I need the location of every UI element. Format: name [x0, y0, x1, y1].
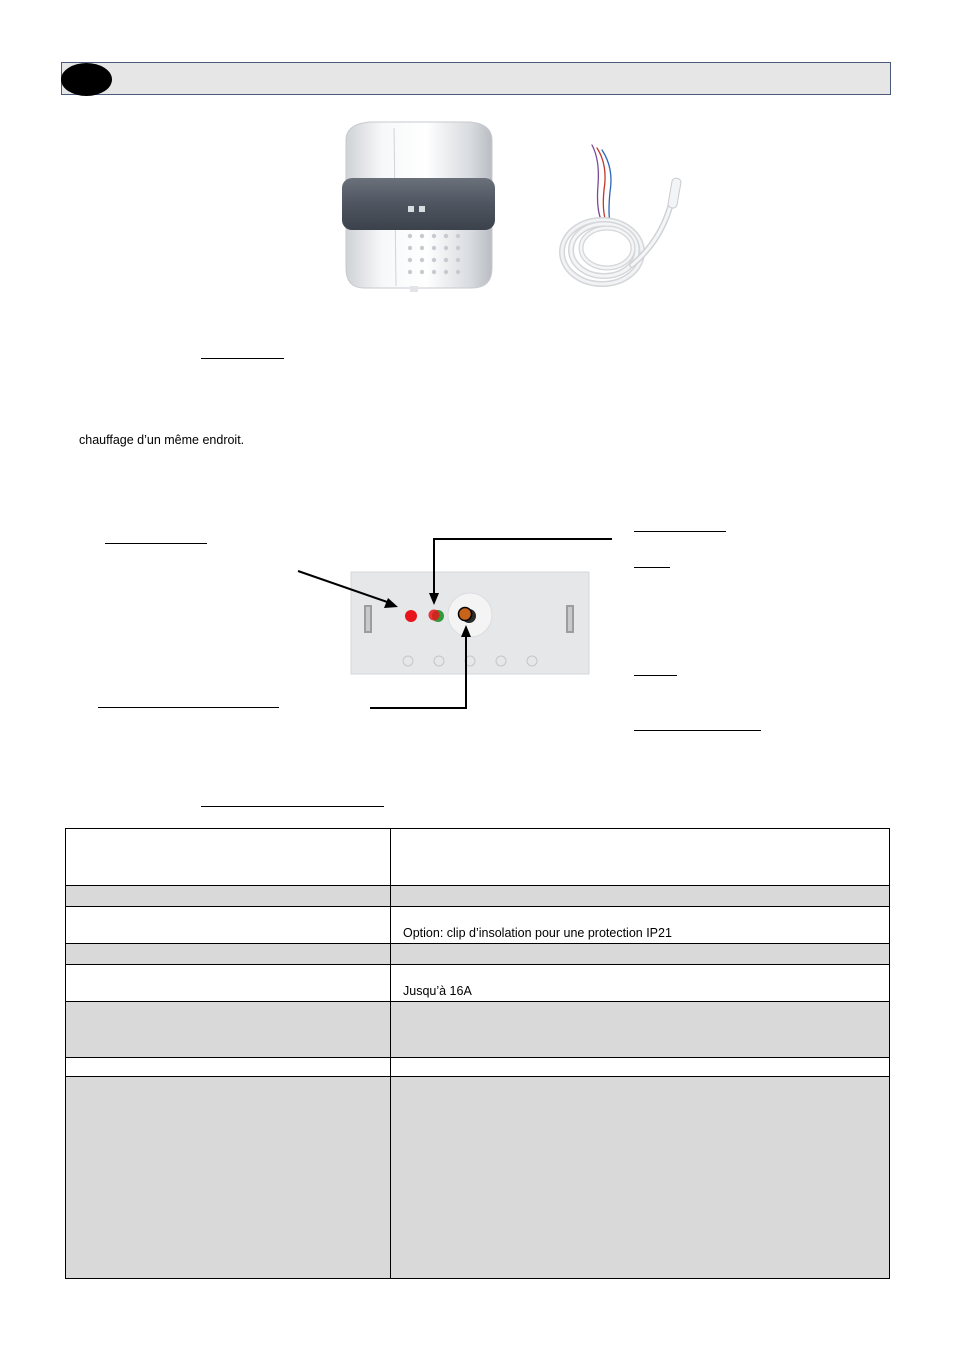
spec-label	[66, 944, 391, 965]
table-row	[66, 1077, 890, 1279]
spec-value: Option: clip d’insolation pour une protection IP21	[391, 907, 890, 944]
spec-value	[391, 1077, 890, 1279]
spec-value	[391, 886, 890, 907]
table-row	[66, 907, 890, 944]
table-row	[66, 965, 890, 1002]
section-header-bar	[61, 62, 891, 95]
label-underline-right-2	[634, 567, 670, 568]
front-panel-diagram	[290, 535, 620, 715]
spec-value: Jusqu’à 16A	[391, 965, 890, 1002]
spec-label	[66, 965, 391, 1002]
spec-value	[391, 1058, 890, 1077]
table-heading-underline	[201, 806, 384, 807]
section-number-badge	[61, 63, 112, 96]
spec-label	[66, 1077, 391, 1279]
intro-text: chauffage d’un même endroit.	[79, 433, 245, 447]
label-underline-left-bottom	[98, 707, 279, 708]
spec-label	[66, 907, 391, 944]
label-underline-right-3	[634, 675, 677, 676]
label-underline-right-4	[634, 730, 761, 731]
spec-label	[66, 1002, 391, 1058]
table-row	[66, 886, 890, 907]
specifications-table	[65, 828, 890, 1279]
table-row	[66, 829, 890, 886]
spec-value	[391, 829, 890, 886]
spec-value	[391, 944, 890, 965]
sensor-cable-image	[552, 140, 697, 295]
table-row	[66, 1058, 890, 1077]
spec-label	[66, 886, 391, 907]
thermostat-unit-image	[340, 118, 500, 294]
label-underline-right-1	[634, 531, 726, 532]
led-red-indicator	[405, 610, 417, 622]
spec-label	[66, 829, 391, 886]
table-row	[66, 1002, 890, 1058]
spec-value	[391, 1002, 890, 1058]
spec-label	[66, 1058, 391, 1077]
label-underline-left-top	[105, 543, 207, 544]
table-row	[66, 944, 890, 965]
heading-underline	[201, 358, 284, 359]
